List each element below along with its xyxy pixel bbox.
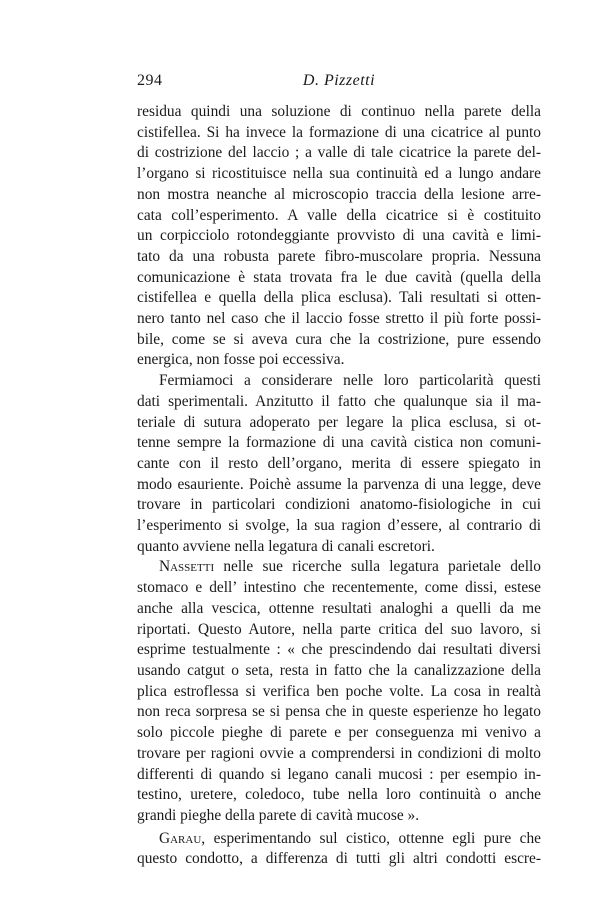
text-line: [137, 829, 541, 850]
text-line: trovare per ragioni ovvie a comprendersi in condizioni di molto: [137, 744, 541, 762]
text-line: energica, non fosse poi eccessiva.: [137, 351, 345, 369]
text-line: esprime testualmente : « che prescindendo dai resultati diversi: [137, 641, 541, 659]
paragraph-2: [137, 371, 541, 557]
paragraph-3: [137, 557, 541, 826]
text-fragment: , esperimentando sul cistico, ottenne egli pure che: [201, 829, 541, 847]
text-line: Fermiamoci a considerare nelle loro particolarità questi: [159, 372, 541, 390]
text-line: cata coll’esperimento. A valle della cicatrice si è costituito: [137, 206, 541, 224]
text-line: non reca sorpresa se si pensa che in queste esperienze ho legato: [137, 703, 541, 721]
text-line: plica estroflessa si verifica ben poche volte. La cosa in realtà: [137, 682, 541, 700]
text-line: cistifellea e quella della plica esclusa). Tali resultati si otten-: [137, 289, 541, 307]
text-line: trovare in particolari condizioni anatomo-fisiologiche in cui: [137, 496, 541, 514]
text-line: l’esperimento si svolge, la sua ragion d’essere, al contrario di: [137, 517, 541, 535]
text-line: quanto avviene nella legatura di canali escretori.: [137, 537, 435, 555]
text-line: dati sperimentali. Anzitutto il fatto che qualunque sia il ma-: [137, 392, 541, 410]
text-line: cistifellea. Si ha invece la formazione di una cicatrice al punto: [137, 123, 541, 141]
text-line: riportati. Questo Autore, nella parte critica del suo lavoro, si: [137, 620, 541, 638]
text-line: tenne sempre la formazione di una cavità cistica non comuni-: [137, 434, 541, 452]
text-line: stomaco e dell’ intestino che recentemente, come dissi, estese: [137, 579, 541, 597]
text-line: anche alla vescica, ottenne resultati analoghi a quelli da me: [137, 599, 541, 617]
text-line: comunicazione è stata trovata fra le due cavità (quella della: [137, 268, 541, 286]
text-line: testino, uretere, coledoco, tube nella loro continuità o anche: [137, 786, 541, 804]
author-name: Garau: [159, 829, 202, 847]
text-line: tato da una robusta parete fibro-muscolare propria. Nessuna: [137, 247, 541, 265]
text-line: questo condotto, a differenza di tutti gli altri condotti escre-: [137, 850, 541, 868]
running-title: D. Pizzetti: [302, 72, 376, 89]
text-fragment: nelle sue ricerche sulla legatura parietale dello: [214, 558, 541, 576]
text-line: di costrizione del laccio ; a valle di tale cicatrice la parete del-: [137, 144, 541, 162]
text-line: l’organo si ricostituisce nella sua continuità ed a lungo andare: [137, 165, 541, 183]
text-line: differenti di quando si legano canali mucosi : per esempio in-: [137, 765, 541, 783]
text-line: usando catgut o seta, resta in fatto che la canalizzazione della: [137, 661, 541, 679]
text-line: solo piccole pieghe di parete e per conseguenza mi venivo a: [137, 724, 541, 742]
text-line: teriale di sutura adoperato per legare la plica esclusa, si ot-: [137, 413, 541, 431]
body-text: [137, 102, 541, 870]
text-line: residua quindi una soluzione di continuo nella parete della: [137, 103, 541, 120]
text-line: grandi pieghe della parete di cavità mucose ».: [137, 806, 420, 824]
text-line: non mostra neanche al microscopio traccia della lesione arre-: [137, 185, 541, 203]
author-name: Nassetti: [159, 558, 215, 576]
page-header: [137, 72, 541, 94]
text-line: nero tanto nel caso che il laccio fosse stretto il più forte possi-: [137, 310, 541, 328]
text-line: [137, 557, 541, 578]
text-line: cante con il resto dell’organo, merita di essere spiegato in: [137, 454, 541, 472]
paragraph-1: [137, 102, 541, 371]
text-line: modo esauriente. Poichè assume la parvenza di una legge, deve: [137, 475, 541, 493]
paragraph-4: [137, 829, 541, 870]
text-line: bile, come se si aveva cura che la costrizione, pure essendo: [137, 330, 541, 348]
text-line: un corpicciolo rotondeggiante provvisto di una cavità e limi-: [137, 227, 541, 245]
page-number: 294: [137, 72, 163, 89]
